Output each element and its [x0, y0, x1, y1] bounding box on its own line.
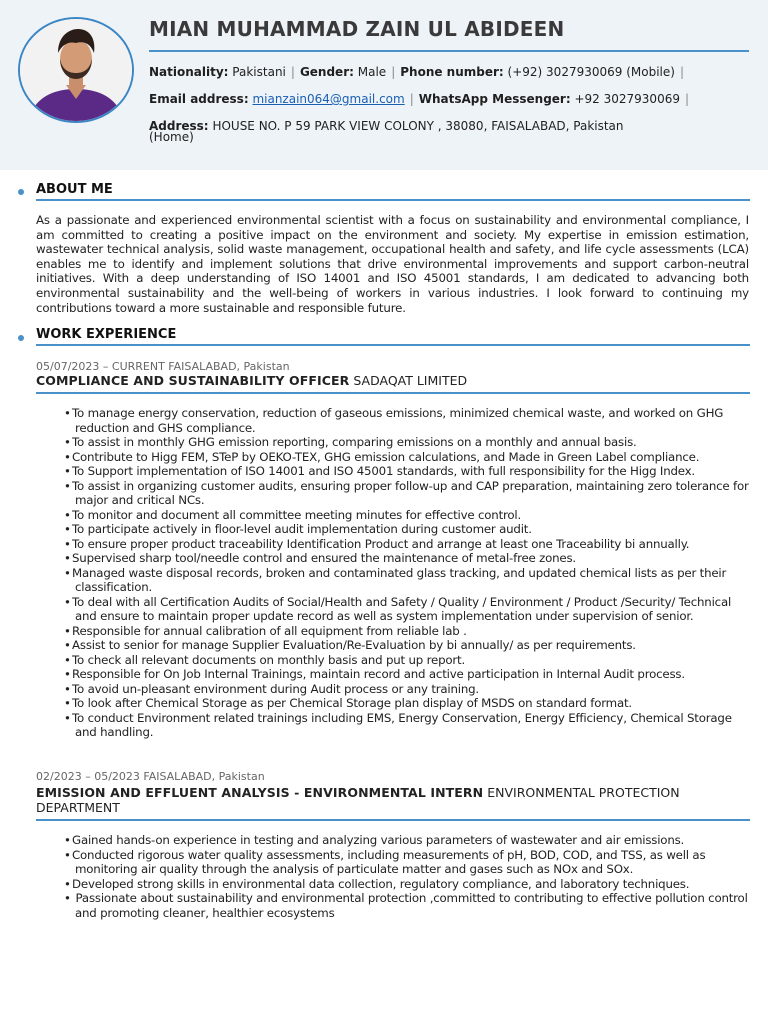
header-panel — [0, 0, 768, 170]
job-bullet-text: Responsible for annual calibration of all equipment from reliable lab . — [72, 623, 467, 638]
work-divider — [36, 344, 750, 346]
job-bullet-item — [56, 653, 756, 668]
job-role: COMPLIANCE AND SUSTAINABILITY OFFICER — [36, 373, 350, 388]
job-bullet-text: To Support implementation of ISO 14001 and ISO 45001 standards, with full responsibility for the Higg Index. — [72, 464, 695, 478]
personal-info-row — [149, 65, 689, 79]
separator: | — [679, 65, 684, 79]
job-bullet-text: To monitor and document all committee meeting minutes for effective control. — [72, 507, 522, 522]
job-bullet-item — [56, 682, 756, 697]
phone-value: (+92) 3027930069 (Mobile) — [507, 65, 675, 79]
address-value: HOUSE NO. P 59 PARK VIEW COLONY , 38080, FAISALABAD, Pakistan — [212, 119, 624, 133]
job-bullet-item — [56, 435, 756, 450]
job-org: ENVIRONMENTAL PROTECTION DEPARTMENT — [36, 785, 680, 815]
job-title — [36, 785, 750, 815]
job-bullet-text: Responsible for On Job Internal Trainings, maintain record and active participation in Internal Audit process. — [72, 667, 685, 681]
job-bullet-item — [56, 638, 756, 653]
job-bullet-text: To look after Chemical Storage as per Chemical Storage plan display of MSDS on standard format. — [72, 696, 632, 710]
job-org: SADAQAT LIMITED — [353, 373, 468, 388]
job-bullet-item — [56, 406, 756, 435]
address-type: (Home) — [149, 130, 194, 144]
work-bullet-icon — [18, 335, 24, 341]
whatsapp-value: +92 3027930069 — [574, 92, 680, 106]
job-bullet-item — [56, 848, 756, 877]
job-bullet-item — [56, 833, 756, 848]
job-bullet-item — [56, 711, 756, 740]
nationality-label: Nationality: — [149, 65, 229, 79]
job-role: EMISSION AND EFFLUENT ANALYSIS - ENVIRONMENTAL INTERN — [36, 785, 484, 800]
job-bullet-item — [56, 551, 756, 566]
job-bullet-item — [56, 667, 756, 682]
job-bullet-text: Managed waste disposal records, broken and contaminated glass tracking, and updated chemical lists as per their classification. — [72, 565, 727, 594]
job-bullet-text: Supervised sharp tool/needle control and ensured the maintenance of metal-free zones. — [72, 551, 576, 565]
job-bullet-item — [56, 522, 756, 537]
job-bullet-text: To check all relevant documents on monthly basis and put up report. — [72, 652, 466, 667]
work-section-title: WORK EXPERIENCE — [36, 327, 177, 342]
job-bullet-text: Passionate about sustainability and environmental protection ,committed to contributing to effective pollution control and promoting cleaner, healthier ecosystems — [72, 891, 748, 920]
separator: | — [290, 65, 295, 79]
job-meta: 05/07/2023 – CURRENT FAISALABAD, Pakistan — [36, 360, 290, 373]
job-bullet-text: Contribute to Higg FEM, STeP by OEKO-TEX, GHG emission calculations, and Made in Green Label compliance. — [72, 449, 700, 464]
job-meta: 02/2023 – 05/2023 FAISALABAD, Pakistan — [36, 770, 265, 783]
job-bullet-item — [56, 877, 756, 892]
about-text: As a passionate and experienced environmental scientist with a focus on sustainability and environmental compliance, I am committed to creating a positive impact on the environment and society. My expertise in emission estimation, wastewater technical analysis, solid waste management, occupational health and safety, and life cycle assessments (LCA) enables me to identify and implement solutions that drive environmental improvements and support carbon-neutral initiatives. With a deep understanding of ISO 14001 and ISO 45001 standards, I am dedicated to advancing both environmental sustainability and the well-being of workers in various industries. I look forward to continuing my contributions toward a more sustainable and responsible future. — [36, 213, 749, 315]
address-row — [149, 119, 624, 133]
job-bullet-text: Developed strong skills in environmental data collection, regulatory compliance, and laboratory techniques. — [72, 876, 690, 891]
email-link[interactable]: mianzain064@gmail.com — [252, 92, 405, 106]
job-bullet-text: Assist to senior for manage Supplier Evaluation/Re-Evaluation by bi annually/ as per requirements. — [72, 638, 636, 652]
about-bullet-icon — [18, 189, 24, 195]
job-bullet-text: To conduct Environment related trainings including EMS, Energy Conservation, Energy Efficiency, Chemical Storage and handling. — [72, 710, 732, 739]
job-bullet-text: To assist in monthly GHG emission reporting, comparing emissions on a monthly and annual basis. — [72, 435, 637, 449]
profile-photo — [18, 17, 134, 123]
job-bullet-list — [56, 833, 756, 920]
job-bullet-item — [56, 479, 756, 508]
job-bullet-item — [56, 464, 756, 479]
about-divider — [36, 199, 750, 201]
separator: | — [684, 92, 690, 106]
job-bullet-text: To manage energy conservation, reduction of gaseous emissions, minimized chemical waste, and worked on GHG reduction and GHS compliance. — [72, 406, 724, 435]
address-label: Address: — [149, 119, 209, 133]
phone-label: Phone number: — [400, 65, 504, 79]
job-bullet-item — [56, 566, 756, 595]
job-title — [36, 373, 750, 388]
job-divider — [36, 392, 750, 394]
job-bullet-text: Gained hands-on experience in testing and analyzing various parameters of wastewater and air emissions. — [72, 833, 685, 847]
job-bullet-list — [56, 406, 756, 740]
job-bullet-text: To avoid un-pleasant environment during Audit process or any training. — [72, 681, 479, 696]
separator: | — [409, 92, 414, 106]
job-bullet-item — [56, 891, 756, 920]
contact-info-row — [149, 92, 694, 106]
job-bullet-text: To ensure proper product traceability Identification Product and arrange at least one Traceability bi annually. — [72, 536, 690, 551]
gender-value: Male — [357, 65, 387, 79]
job-bullet-text: Conducted rigorous water quality assessments, including measurements of pH, BOD, COD, and TSS, as well as monitoring air quality through the analysis of particulate matter and gases such as NOx and SOx. — [72, 847, 706, 876]
gender-label: Gender: — [299, 65, 354, 79]
separator: | — [391, 65, 396, 79]
email-label: Email address: — [149, 92, 249, 106]
job-bullet-item — [56, 595, 756, 624]
whatsapp-label: WhatsApp Messenger: — [418, 92, 571, 106]
job-bullet-item — [56, 450, 756, 465]
job-bullet-text: To assist in organizing customer audits, ensuring proper follow-up and CAP preparation, maintaining zero tolerance for major and critical NCs. — [72, 478, 749, 507]
job-divider — [36, 819, 750, 821]
full-name: MIAN MUHAMMAD ZAIN UL ABIDEEN — [149, 17, 565, 41]
job-bullet-text: To deal with all Certification Audits of Social/Health and Safety / Quality / Environment / Product /Security/ Technical and ensure to maintain proper update record as well as system implementation under supervision of senior. — [72, 594, 732, 623]
job-bullet-item — [56, 696, 756, 711]
about-section-title: ABOUT ME — [36, 182, 113, 197]
job-bullet-item — [56, 624, 756, 639]
job-bullet-text: To participate actively in floor-level audit implementation during customer audit. — [72, 522, 532, 536]
name-divider — [149, 50, 749, 52]
job-bullet-item — [56, 537, 756, 552]
job-bullet-item — [56, 508, 756, 523]
nationality-value: Pakistani — [232, 65, 286, 79]
